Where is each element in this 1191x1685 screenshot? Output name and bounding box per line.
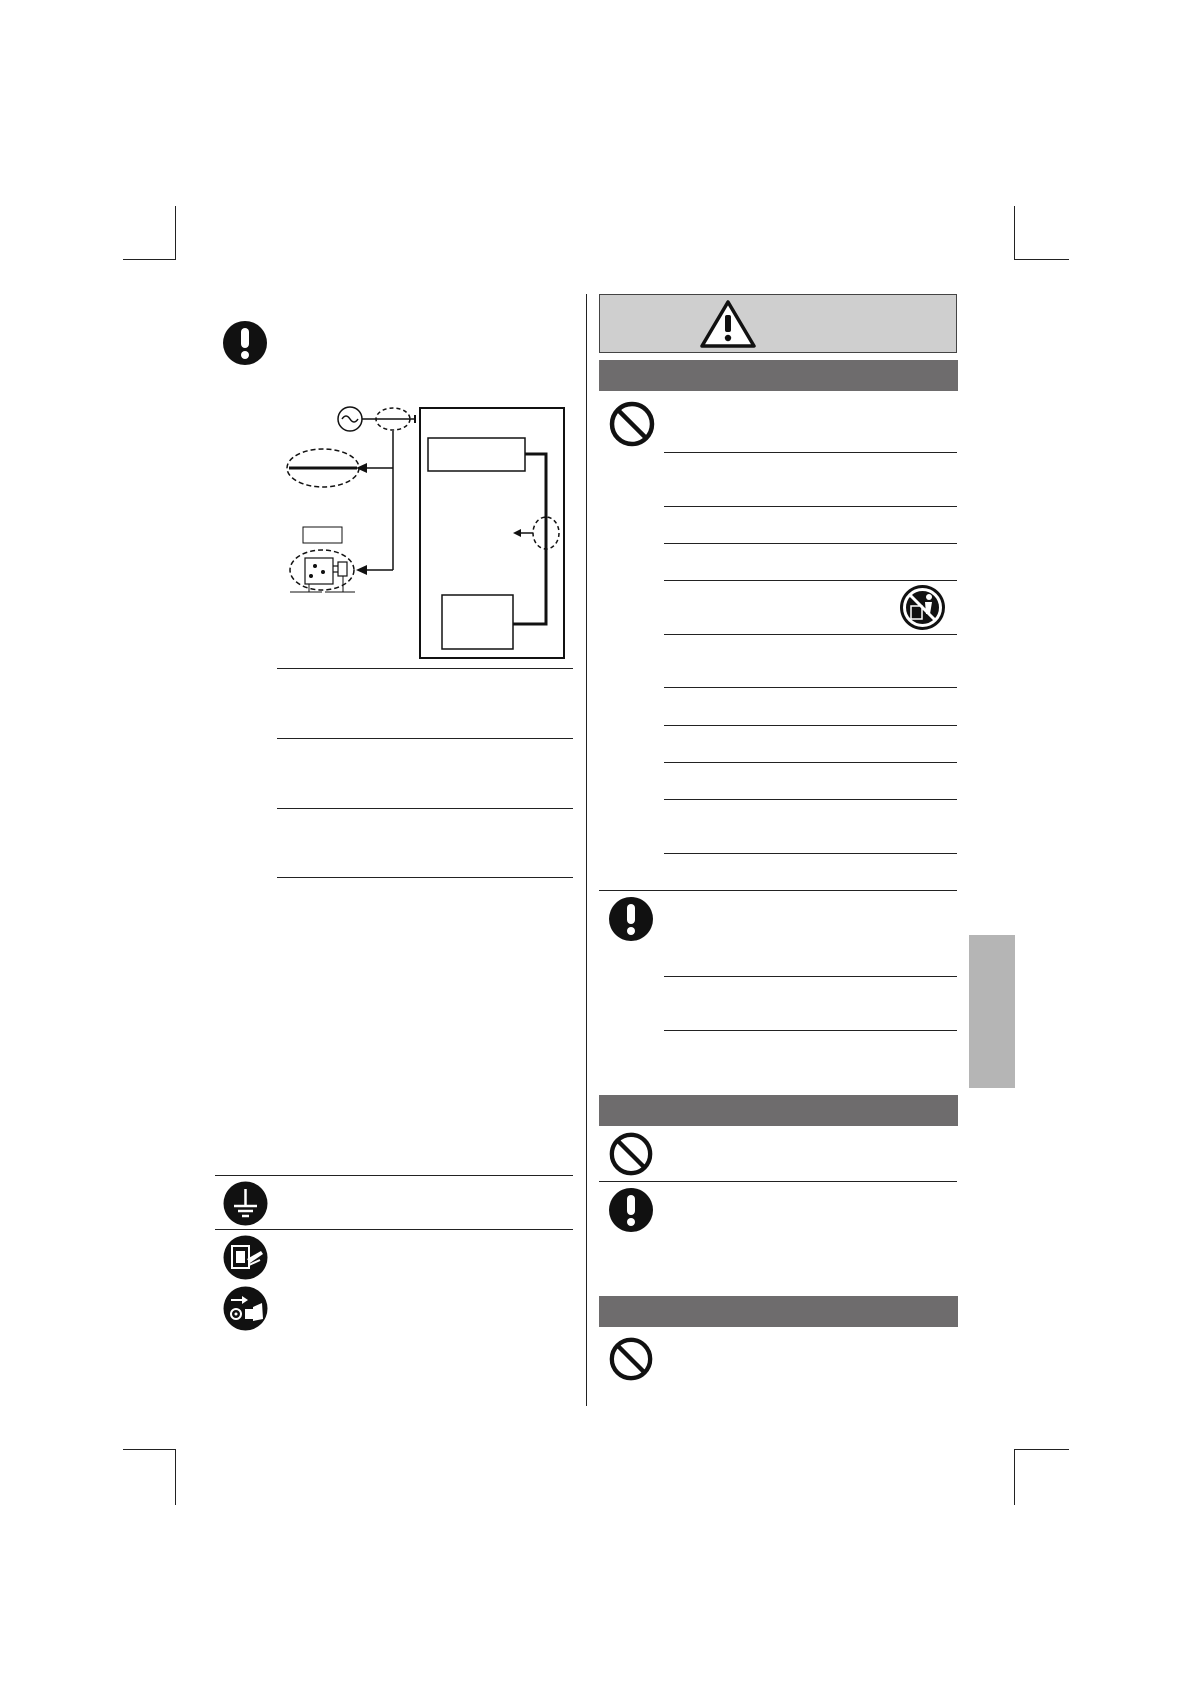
left-rule-1 <box>277 668 573 669</box>
prohibited-icon <box>608 400 656 448</box>
left-rule-2 <box>277 738 573 739</box>
left-rule-5 <box>215 1175 573 1176</box>
right-rule-7 <box>664 725 957 726</box>
warning-triangle-icon <box>699 299 757 349</box>
mandatory-action-icon <box>222 320 268 366</box>
right-rule-10 <box>664 853 957 854</box>
do-not-touch-icon <box>899 584 946 631</box>
right-rule-1 <box>664 452 957 453</box>
crop-mark-bottom-right-v <box>1014 1449 1015 1505</box>
mandatory-action-icon-right <box>608 896 654 942</box>
check-outlet-icon <box>223 1235 268 1280</box>
right-rule-2 <box>664 506 957 507</box>
crop-mark-bottom-left-v <box>175 1449 176 1505</box>
warning-banner <box>599 294 957 353</box>
section-header-bar-3 <box>599 1296 958 1327</box>
left-rule-6 <box>215 1229 573 1230</box>
crop-mark-top-left-h <box>123 259 176 260</box>
right-rule-6 <box>664 687 957 688</box>
wiring-diagram <box>285 400 570 665</box>
crop-mark-bottom-left-h <box>123 1449 176 1450</box>
mandatory-action-icon-right-2 <box>608 1187 654 1233</box>
section-header-bar-2 <box>599 1095 958 1126</box>
earth-ground-icon <box>223 1181 268 1226</box>
right-rule-4 <box>664 580 957 581</box>
prohibited-icon-2 <box>608 1131 654 1177</box>
section-header-bar-1 <box>599 360 958 391</box>
right-rule-5 <box>664 634 957 635</box>
right-rule-8 <box>664 762 957 763</box>
left-rule-4 <box>277 877 573 878</box>
crop-mark-bottom-right-h <box>1014 1449 1069 1450</box>
unplug-icon <box>223 1286 268 1331</box>
side-index-tab <box>969 935 1015 1088</box>
right-rule-12 <box>664 976 957 977</box>
column-divider <box>586 294 587 1406</box>
crop-mark-top-left-v <box>175 206 176 259</box>
right-rule-11 <box>599 890 957 891</box>
left-rule-3 <box>277 808 573 809</box>
prohibited-icon-3 <box>608 1336 654 1382</box>
right-rule-13 <box>664 1030 957 1031</box>
right-rule-14 <box>599 1181 957 1182</box>
crop-mark-top-right-v <box>1014 206 1015 259</box>
right-rule-9 <box>664 799 957 800</box>
crop-mark-top-right-h <box>1014 259 1069 260</box>
right-rule-3 <box>664 543 957 544</box>
